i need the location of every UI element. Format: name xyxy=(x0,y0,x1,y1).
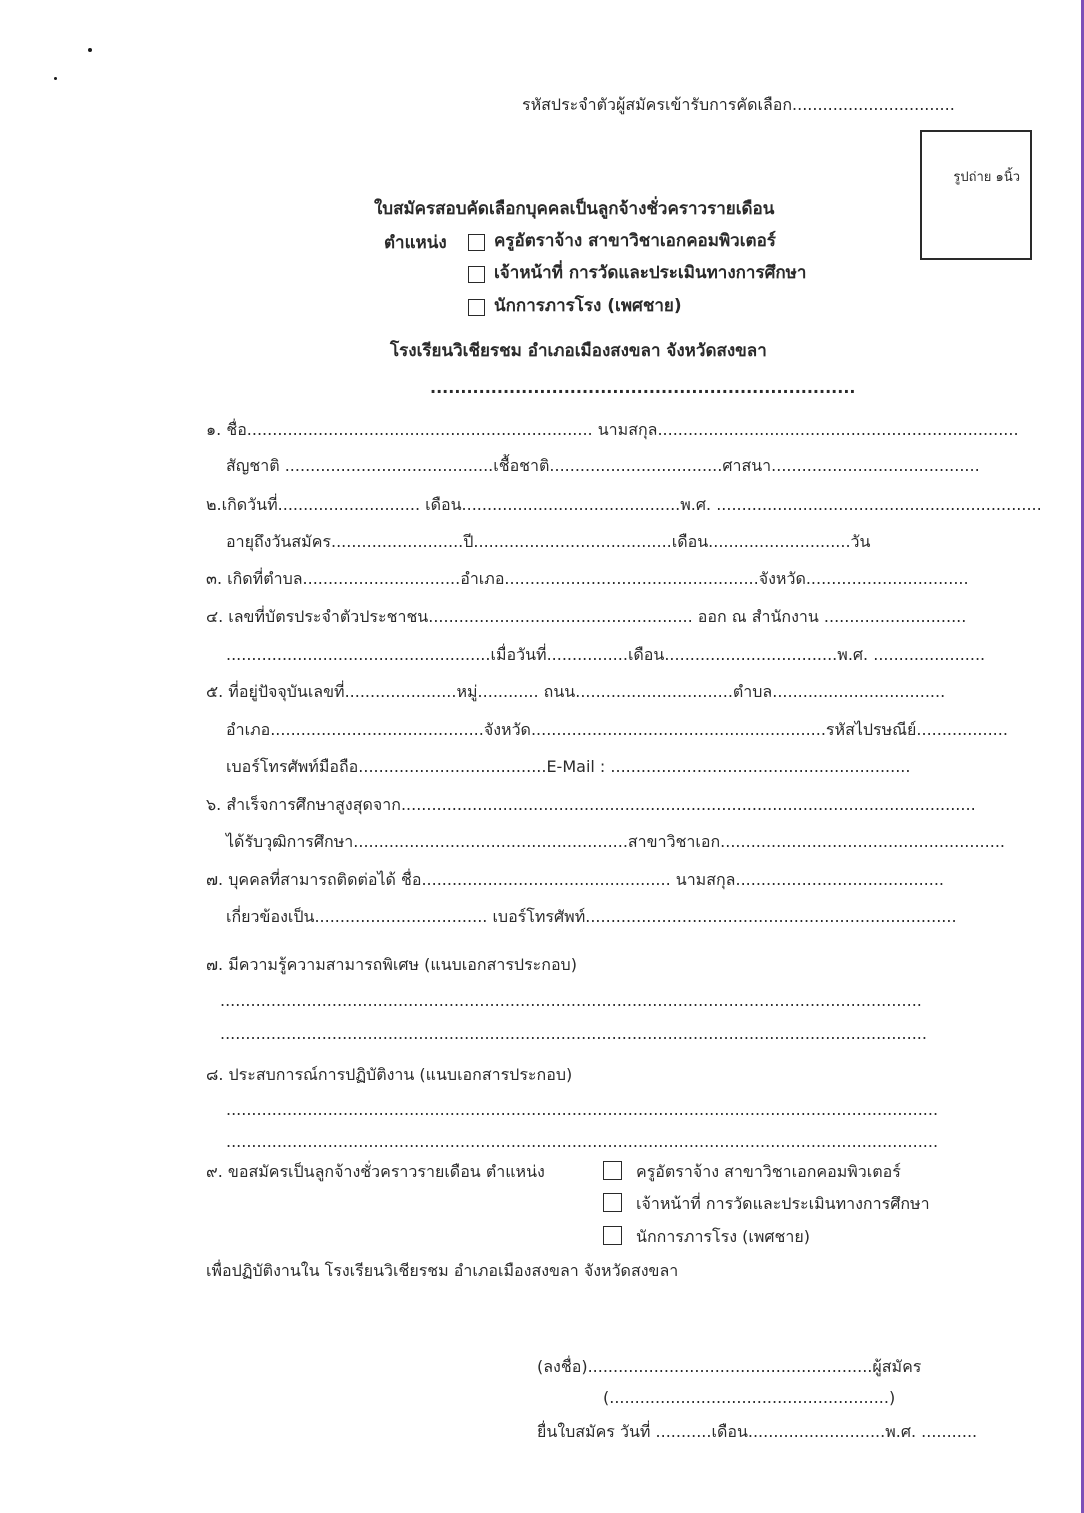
workplace-line: เพื่อปฏิบัติงานใน โรงเรียนวิเชียรชม อำเภอเมืองสงขลา จังหวัดสงขลา xyxy=(206,1261,679,1280)
apply-position-checkbox[interactable] xyxy=(603,1193,622,1212)
signature-name-line[interactable]: (.......................................................) xyxy=(603,1388,896,1407)
experience-line[interactable]: ............................................................................................................................................ xyxy=(226,1100,939,1119)
position-label: ตำแหน่ง xyxy=(384,233,447,253)
position-option: ครูอัตราจ้าง สาขาวิชาเอกคอมพิวเตอร์ xyxy=(494,231,776,251)
birthplace-row[interactable]: ๓. เกิดที่ตำบล...............................อำเภอ..................................................จังหวัด................................ xyxy=(206,569,969,588)
photo-box xyxy=(920,130,1032,260)
apply-position-option: เจ้าหน้าที่ การวัดและประเมินทางการศึกษา xyxy=(636,1194,930,1213)
contact-relation-row[interactable]: เกี่ยวข้องเป็น.................................. เบอร์โทรศัพท์......................................................................... xyxy=(226,907,957,926)
id-card-issue-row[interactable]: ....................................................เมื่อวันที่................เดือน..................................พ.ศ. ...................... xyxy=(226,645,986,664)
scan-speck xyxy=(88,48,92,52)
address-row[interactable]: ๕. ที่อยู่ปัจจุบันเลขที่......................หมู่............ ถนน...............................ตำบล.................................. xyxy=(206,682,946,701)
phone-email-row[interactable]: เบอร์โทรศัพท์มือถือ.....................................E-Mail : ........................................................... xyxy=(226,757,911,776)
position-checkbox[interactable] xyxy=(468,266,485,283)
form-title: ใบสมัครสอบคัดเลือกบุคคลเป็นลูกจ้างชั่วคราวรายเดือน xyxy=(374,199,775,219)
apply-position-label: ๙. ขอสมัครเป็นลูกจ้างชั่วคราวรายเดือน ตำแหน่ง xyxy=(206,1162,545,1181)
apply-position-option: ครูอัตราจ้าง สาขาวิชาเอกคอมพิวเตอร์ xyxy=(636,1162,901,1181)
title-dotted-line: ...................................................................... xyxy=(430,378,856,397)
degree-row[interactable]: ได้รับวุฒิการศึกษา......................................................สาขาวิชาเอก........................................................ xyxy=(226,832,1005,851)
education-row[interactable]: ๖. สำเร็จการศึกษาสูงสุดจาก................................................................................................................. xyxy=(206,795,976,814)
submission-date-line[interactable]: ยื่นใบสมัคร วันที่ ...........เดือน...........................พ.ศ. ........... xyxy=(537,1422,978,1441)
special-skills-label: ๗. มีความรู้ความสามารถพิเศษ (แนบเอกสารประกอบ) xyxy=(206,955,577,974)
id-card-row[interactable]: ๔. เลขที่บัตรประจำตัวประชาชน.................................................... ออก ณ สำนักงาน ............................ xyxy=(206,607,967,626)
name-row[interactable]: ๑. ชื่อ.................................................................... นามสกุล....................................................................... xyxy=(206,420,1019,439)
scan-speck xyxy=(54,77,57,80)
special-skills-line[interactable]: .......................................................................................................................................... xyxy=(220,991,922,1010)
apply-position-checkbox[interactable] xyxy=(603,1226,622,1245)
birthdate-row[interactable]: ๒.เกิดวันที่............................ เดือน...........................................พ.ศ. ................................................................ xyxy=(206,495,1042,514)
apply-position-checkbox[interactable] xyxy=(603,1161,622,1180)
age-row[interactable]: อายุถึงวันสมัคร..........................ปี.......................................เดือน............................วัน xyxy=(226,532,871,551)
applicant-id-field[interactable]: รหัสประจำตัวผู้สมัครเข้ารับการคัดเลือก................................ xyxy=(522,95,955,114)
special-skills-line[interactable]: ........................................................................................................................................... xyxy=(220,1024,927,1043)
experience-label: ๘. ประสบการณ์การปฏิบัติงาน (แนบเอกสารประกอบ) xyxy=(206,1065,573,1084)
contact-person-row[interactable]: ๗. บุคคลที่สามารถติดต่อได้ ชื่อ................................................. นามสกุล......................................... xyxy=(206,870,944,889)
experience-line[interactable]: ............................................................................................................................................ xyxy=(226,1132,939,1151)
position-option: นักการภารโรง (เพศชาย) xyxy=(494,296,682,316)
position-option: เจ้าหน้าที่ การวัดและประเมินทางการศึกษา xyxy=(494,263,807,283)
signature-line[interactable]: (ลงชื่อ)........................................................ผู้สมัคร xyxy=(537,1357,922,1376)
district-row[interactable]: อำเภอ..........................................จังหวัด..........................................................รหัสไปรษณีย์.................. xyxy=(226,720,1008,739)
position-checkbox[interactable] xyxy=(468,234,485,251)
position-checkbox[interactable] xyxy=(468,299,485,316)
school-name: โรงเรียนวิเชียรชม อำเภอเมืองสงขลา จังหวัดสงขลา xyxy=(390,341,767,361)
apply-position-option: นักการภารโรง (เพศชาย) xyxy=(636,1227,810,1246)
nationality-row[interactable]: สัญชาติ .........................................เชื้อชาติ..................................ศาสนา......................................... xyxy=(226,456,980,475)
photo-label: รูปถ่าย ๑นิ้ว xyxy=(953,170,1020,185)
